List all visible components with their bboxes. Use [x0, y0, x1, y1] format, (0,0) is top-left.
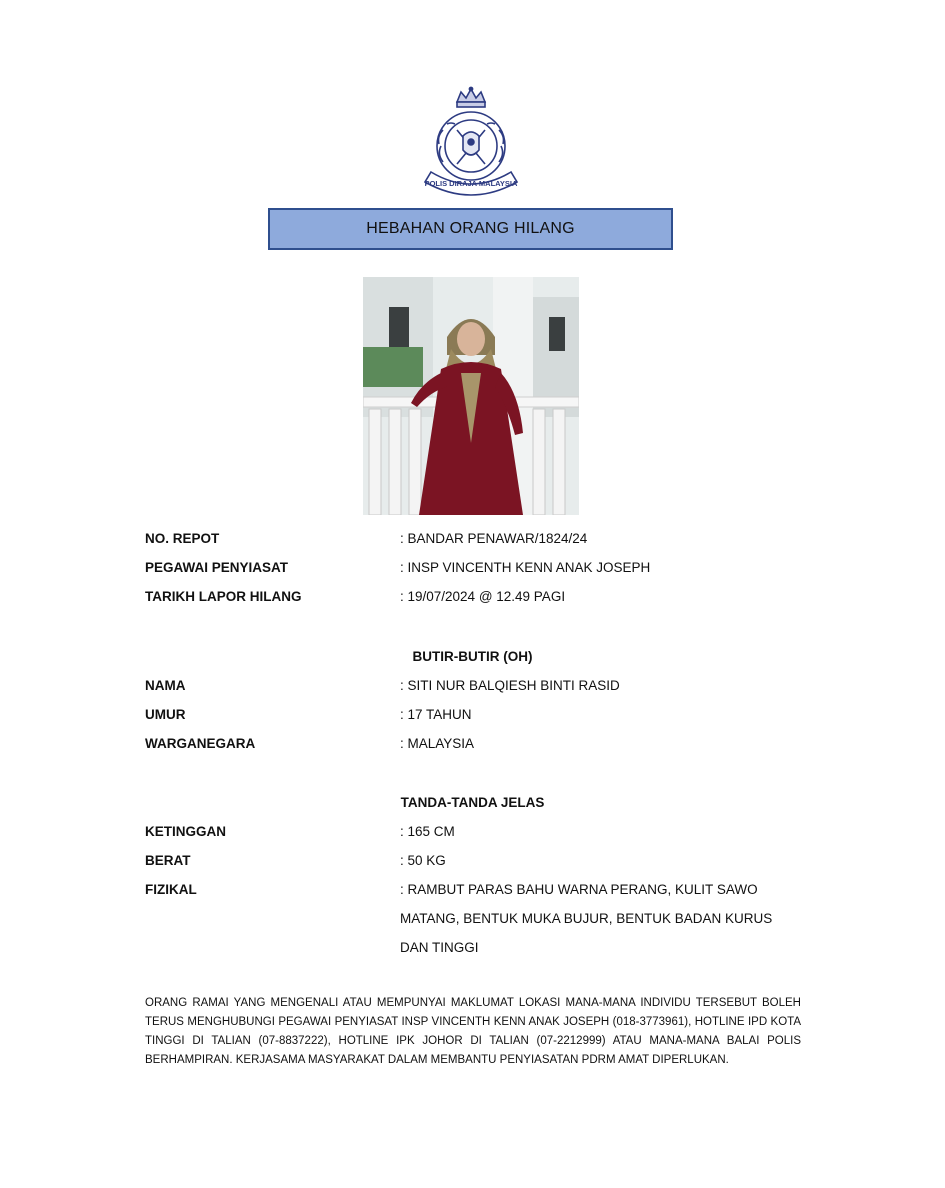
name-label: NAMA [145, 678, 186, 693]
investigating-officer-value: : INSP VINCENTH KENN ANAK JOSEPH [400, 560, 651, 575]
physical-description [400, 875, 790, 962]
height-label: KETINGGAN [145, 824, 226, 839]
features-heading [0, 795, 945, 810]
name-value: : SITI NUR BALQIESH BINTI RASID [400, 678, 620, 693]
report-number-value: : BANDAR PENAWAR/1824/24 [400, 531, 588, 546]
physical-line: MATANG, BENTUK MUKA BUJUR, BENTUK BADAN KURUS [400, 911, 773, 926]
physical-label: FIZIKAL [145, 882, 197, 897]
missing-person-photo [363, 277, 579, 515]
height-value: : 165 CM [400, 824, 455, 839]
pdrm-emblem-logo [413, 86, 529, 196]
investigating-officer-label: PEGAWAI PENYIASAT [145, 560, 289, 575]
emblem-ribbon-text: POLIS DIRAJA MALAYSIA [424, 179, 518, 188]
physical-line: DAN TINGGI [400, 940, 479, 955]
weight-label: BERAT [145, 853, 191, 868]
report-number-label: NO. REPOT [145, 531, 220, 546]
report-date-label: TARIKH LAPOR HILANG [145, 589, 302, 604]
details-heading [0, 649, 945, 664]
nationality-value: : MALAYSIA [400, 736, 475, 751]
report-date-value: : 19/07/2024 @ 12.49 PAGI [400, 589, 566, 604]
details-heading-text: BUTIR-BUTIR (OH) [412, 649, 533, 664]
features-heading-text: TANDA-TANDA JELAS [400, 795, 545, 810]
age-value: : 17 TAHUN [400, 707, 472, 722]
nationality-label: WARGANEGARA [145, 736, 256, 751]
public-notice: ORANG RAMAI YANG MENGENALI ATAU MEMPUNYAI MAKLUMAT LOKASI MANA-MANA INDIVIDU TERSEBUT BOLEH TERUS MENGHUBUNGI PEGAWAI PENYIASAT INSP VINCENTH KENN ANAK JOSEPH (018-3773961), HOTLINE IPD KOTA TINGGI DI TALIAN (07-8837222), HOTLINE IPK JOHOR DI TALIAN (07-2212999) ATAU MANA-MANA BALAI POLIS BERHAMPIRAN. KERJASAMA MASYARAKAT DALAM MEMBANTU PENYIASATAN PDRM AMAT DIPERLUKAN. [145, 997, 801, 1066]
weight-value: : 50 KG [400, 853, 446, 868]
physical-line: : RAMBUT PARAS BAHU WARNA PERANG, KULIT SAWO [400, 882, 758, 897]
page-title: HEBAHAN ORANG HILANG [268, 208, 673, 250]
age-label: UMUR [145, 707, 186, 722]
